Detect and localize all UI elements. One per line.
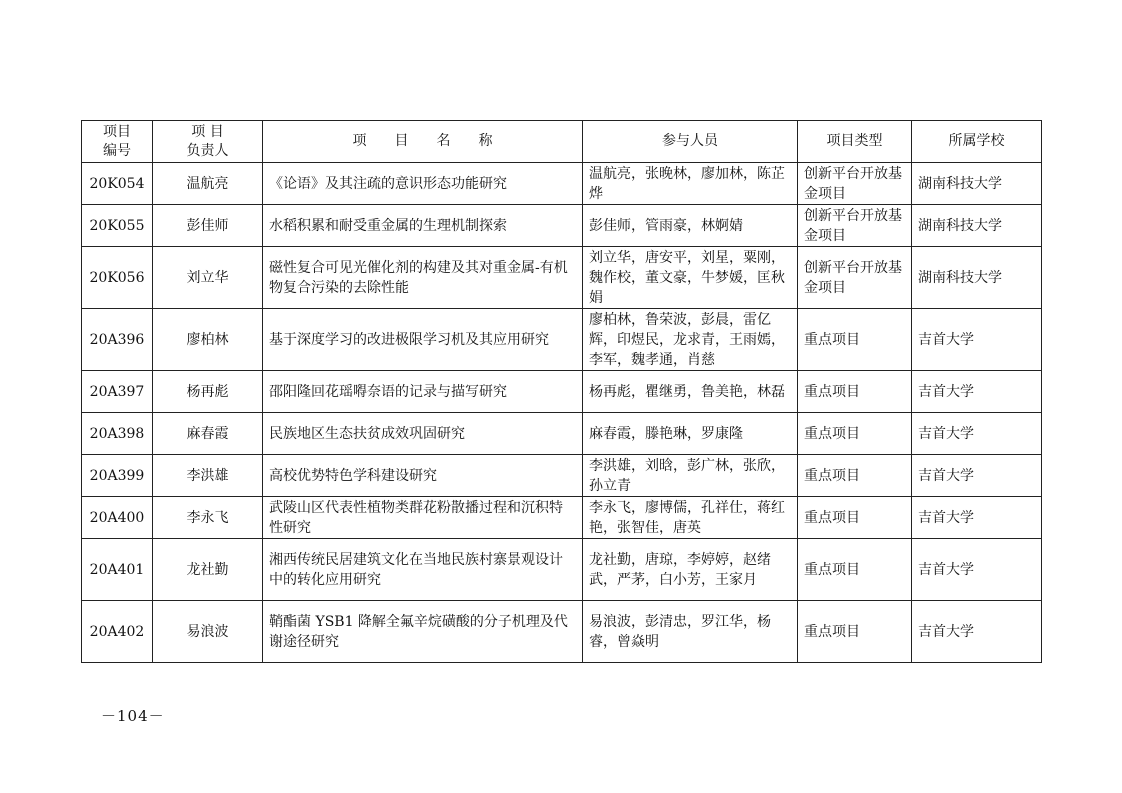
cell-school: 吉首大学 (912, 601, 1042, 663)
cell-project-name: 鞘酯菌 YSB1 降解全氟辛烷磺酸的分子机理及代谢途径研究 (263, 601, 583, 663)
cell-project-name: 《论语》及其注疏的意识形态功能研究 (263, 163, 583, 205)
header-project-id (82, 121, 153, 163)
cell-participants: 杨再彪，瞿继勇，鲁美艳，林磊 (583, 371, 798, 413)
cell-school: 吉首大学 (912, 539, 1042, 601)
cell-project-leader: 杨再彪 (153, 371, 263, 413)
cell-participants: 李洪雄，刘晗，彭广林，张欣，孙立青 (583, 455, 798, 497)
header-school: 所属学校 (912, 121, 1042, 163)
cell-project-name: 磁性复合可见光催化剂的构建及其对重金属-有机物复合污染的去除性能 (263, 247, 583, 309)
header-project-leader-line1: 项 目 (191, 123, 224, 140)
table-row (82, 539, 1042, 601)
table-row (82, 163, 1042, 205)
cell-project-id: 20A398 (82, 413, 153, 455)
cell-project-id: 20K055 (82, 205, 153, 247)
header-project-id-line2: 编号 (103, 142, 131, 159)
cell-project-id: 20A401 (82, 539, 153, 601)
cell-project-type: 重点项目 (798, 539, 912, 601)
cell-school: 湖南科技大学 (912, 205, 1042, 247)
cell-participants: 麻春霞，滕艳琳，罗康隆 (583, 413, 798, 455)
cell-school: 吉首大学 (912, 413, 1042, 455)
cell-participants: 易浪波，彭清忠，罗江华，杨睿，曾焱明 (583, 601, 798, 663)
header-project-leader (153, 121, 263, 163)
cell-project-name: 高校优势特色学科建设研究 (263, 455, 583, 497)
table-row (82, 205, 1042, 247)
cell-project-name: 水稻积累和耐受重金属的生理机制探索 (263, 205, 583, 247)
header-project-type: 项目类型 (798, 121, 912, 163)
table-row (82, 455, 1042, 497)
cell-project-leader: 易浪波 (153, 601, 263, 663)
cell-project-id: 20A396 (82, 309, 153, 371)
cell-project-name: 邵阳隆回花瑶嘚奈语的记录与描写研究 (263, 371, 583, 413)
cell-project-type: 创新平台开放基金项目 (798, 205, 912, 247)
cell-project-type: 重点项目 (798, 309, 912, 371)
cell-project-type: 重点项目 (798, 413, 912, 455)
cell-project-leader: 麻春霞 (153, 413, 263, 455)
cell-project-leader: 廖柏林 (153, 309, 263, 371)
cell-project-id: 20K056 (82, 247, 153, 309)
table-row (82, 247, 1042, 309)
cell-project-type: 创新平台开放基金项目 (798, 247, 912, 309)
header-project-id-line1: 项目 (103, 123, 131, 140)
cell-project-id: 20A400 (82, 497, 153, 539)
cell-project-type: 重点项目 (798, 601, 912, 663)
header-row (82, 121, 1042, 163)
cell-project-type: 创新平台开放基金项目 (798, 163, 912, 205)
cell-project-type: 重点项目 (798, 371, 912, 413)
cell-participants: 廖柏林，鲁荣波，彭晨，雷亿辉，印煜民，龙求青，王雨嫣，李军，魏孝通，肖慈 (583, 309, 798, 371)
table-row (82, 413, 1042, 455)
cell-school: 吉首大学 (912, 455, 1042, 497)
cell-project-leader: 温航亮 (153, 163, 263, 205)
table-row (82, 497, 1042, 539)
cell-school: 吉首大学 (912, 309, 1042, 371)
header-participants: 参与人员 (583, 121, 798, 163)
cell-school: 吉首大学 (912, 371, 1042, 413)
page-number: －104－ (101, 707, 165, 725)
cell-project-leader: 刘立华 (153, 247, 263, 309)
cell-participants: 龙社勤，唐琼，李婷婷，赵绪武，严茅，白小芳，王家月 (583, 539, 798, 601)
table-row (82, 309, 1042, 371)
cell-school: 吉首大学 (912, 497, 1042, 539)
cell-participants: 温航亮，张晚林，廖加林，陈芷烨 (583, 163, 798, 205)
cell-school: 湖南科技大学 (912, 247, 1042, 309)
cell-project-id: 20A399 (82, 455, 153, 497)
cell-participants: 彭佳师，管雨豪，林婀婧 (583, 205, 798, 247)
cell-project-name: 武陵山区代表性植物类群花粉散播过程和沉积特性研究 (263, 497, 583, 539)
cell-project-name: 民族地区生态扶贫成效巩固研究 (263, 413, 583, 455)
projects-table (81, 120, 1042, 663)
cell-project-type: 重点项目 (798, 455, 912, 497)
table-row (82, 371, 1042, 413)
cell-school: 湖南科技大学 (912, 163, 1042, 205)
cell-project-id: 20A402 (82, 601, 153, 663)
cell-project-name: 基于深度学习的改进极限学习机及其应用研究 (263, 309, 583, 371)
header-project-leader-line2: 负责人 (186, 142, 229, 159)
cell-participants: 刘立华，唐安平，刘星，粟刚，魏作校，董文豪，牛梦媛，匡秋娟 (583, 247, 798, 309)
cell-participants: 李永飞，廖博儒，孔祥仕，蒋红艳，张智佳，唐英 (583, 497, 798, 539)
cell-project-type: 重点项目 (798, 497, 912, 539)
table-row (82, 601, 1042, 663)
cell-project-id: 20K054 (82, 163, 153, 205)
cell-project-leader: 龙社勤 (153, 539, 263, 601)
cell-project-leader: 彭佳师 (153, 205, 263, 247)
cell-project-leader: 李永飞 (153, 497, 263, 539)
cell-project-id: 20A397 (82, 371, 153, 413)
header-project-name: 项 目 名 称 (263, 121, 583, 163)
cell-project-leader: 李洪雄 (153, 455, 263, 497)
cell-project-name: 湘西传统民居建筑文化在当地民族村寨景观设计中的转化应用研究 (263, 539, 583, 601)
